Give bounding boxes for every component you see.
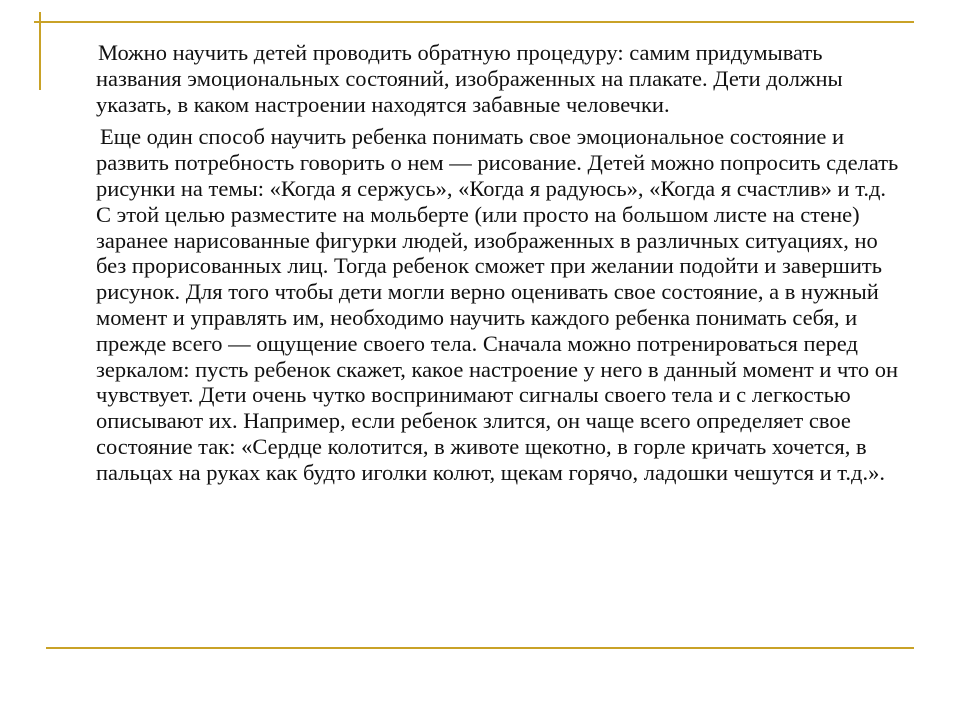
paragraph-drawing-method: Еще один способ научить ребенка понимать свое эмоциональное состояние и развить потребность говорить о нем — рисование. Детей можно попросить сделать рисунки на темы: «Когда я сержусь», «Когда я радуюсь», «Когда я счастлив» и т.д. С этой целью разместите на мольберте (или просто на большом листе на стене) заранее нарисованные фигурки людей, изображенных в различных ситуациях, но без прорисованных лиц. Тогда ребенок сможет при желании подойти и завершить рисунок. Для того чтобы дети могли верно оценивать свое состояние, а в нужный момент и управлять им, необходимо научить каждого ребенка понимать себя, и прежде всего — ощущение своего тела. Сначала можно потренироваться перед зеркалом: пусть ребенок скажет, какое настроение у него в данный момент и что он чувствует. Дети очень чутко воспринимают сигналы своего тела и с легкостью описывают их. Например, если ребенок злится, он чаще всего определяет свое состояние так: «Сердце колотится, в животе щекотно, в горле кричать хочется, в пальцах на руках как будто иголки колют, щекам горячо, ладошки чешутся и т.д.». [96, 124, 899, 485]
bottom-divider [46, 647, 914, 649]
paragraph-reverse-procedure: Можно научить детей проводить обратную процедуру: самим придумывать названия эмоциональных состояний, изображенных на плакате. Дети должны указать, в каком настроении находятся забавные человечки. [96, 40, 843, 117]
top-divider [34, 21, 914, 23]
slide-body [96, 40, 906, 486]
left-accent-bar [39, 12, 41, 90]
